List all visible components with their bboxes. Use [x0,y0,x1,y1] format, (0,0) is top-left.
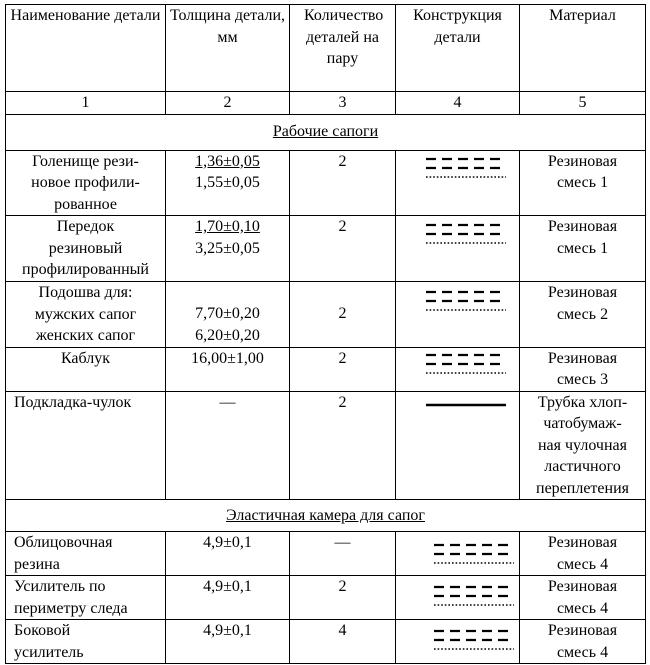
quantity: 4 [290,620,396,664]
material: Резиновая смесь 4 [520,532,646,576]
section-row [6,500,646,532]
part-name: Облицовочная резина [6,532,166,576]
part-name: Подошва для: мужских сапог женских сапог [6,282,166,348]
column-number-row [6,92,646,115]
construction-diagram [396,620,520,664]
header-construction: Конструкция детали [396,5,520,92]
header-part-name: Наименование детали [6,5,166,92]
dashed-dotted-layers-icon [426,352,506,382]
column-number: 2 [166,92,290,115]
section-title-elastic-chamber: Эластичная камера для сапог [6,500,646,532]
material: Резиновая смесь 1 [520,150,646,216]
thickness: 1,36±0,05 1,55±0,05 [166,150,290,216]
parts-table [5,4,646,664]
thickness: 4,9±0,1 [166,620,290,664]
construction-diagram [396,532,520,576]
construction-diagram [396,391,520,500]
material: Резиновая смесь 2 [520,282,646,348]
part-name: Подкладка-чулок [6,391,166,500]
quantity: 2 [290,576,396,620]
part-name: Передок резиновый профилированный [6,216,166,282]
construction-diagram [396,216,520,282]
dashed-dotted-layers-icon [426,220,506,250]
table-row [6,347,646,391]
quantity: — [290,532,396,576]
table-row [6,150,646,216]
thickness: 1,70±0,10 3,25±0,05 [166,216,290,282]
material: Резиновая смесь 4 [520,620,646,664]
quantity: 2 [290,216,396,282]
column-number: 3 [290,92,396,115]
material: Резиновая смесь 3 [520,347,646,391]
quantity: 2 [290,150,396,216]
thickness: 7,70±0,20 6,20±0,20 [166,282,290,348]
thickness: — [166,391,290,500]
part-name: Каблук [6,347,166,391]
header-thickness: Толщина детали, мм [166,5,290,92]
thickness: 16,00±1,00 [166,347,290,391]
quantity: 2 [290,391,396,500]
dashed-dotted-layers-icon [434,536,514,566]
column-number: 4 [396,92,520,115]
part-name: Голенище рези- новое профили- рованное [6,150,166,216]
part-name: Усилитель по периметру следа [6,576,166,620]
quantity: 2 [290,347,396,391]
section-title-work-boots: Рабочие сапоги [6,114,646,150]
dashed-dotted-layers-icon [434,624,514,654]
material: Трубка хлоп- чатобумаж- ная чулочная ластичного переплетения [520,391,646,500]
solid-line-icon [426,402,506,408]
header-quantity: Количество деталей на пару [290,5,396,92]
construction-diagram [396,347,520,391]
table-row [6,216,646,282]
dashed-dotted-layers-icon [434,580,514,610]
table-row [6,282,646,348]
dashed-dotted-layers-icon [426,155,506,185]
material: Резиновая смесь 1 [520,216,646,282]
construction-diagram [396,282,520,348]
thickness: 4,9±0,1 [166,532,290,576]
construction-diagram [396,576,520,620]
column-number: 1 [6,92,166,115]
construction-diagram [396,150,520,216]
header-material: Материал [520,5,646,92]
table-row [6,391,646,500]
column-number: 5 [520,92,646,115]
dashed-dotted-layers-icon [426,286,506,316]
quantity: 2 [290,282,396,348]
table-row [6,532,646,576]
section-row [6,114,646,150]
part-name: Боковой усилитель [6,620,166,664]
material: Резиновая смесь 4 [520,576,646,620]
table-row [6,576,646,620]
table-row [6,620,646,664]
thickness: 4,9±0,1 [166,576,290,620]
header-row [6,5,646,92]
